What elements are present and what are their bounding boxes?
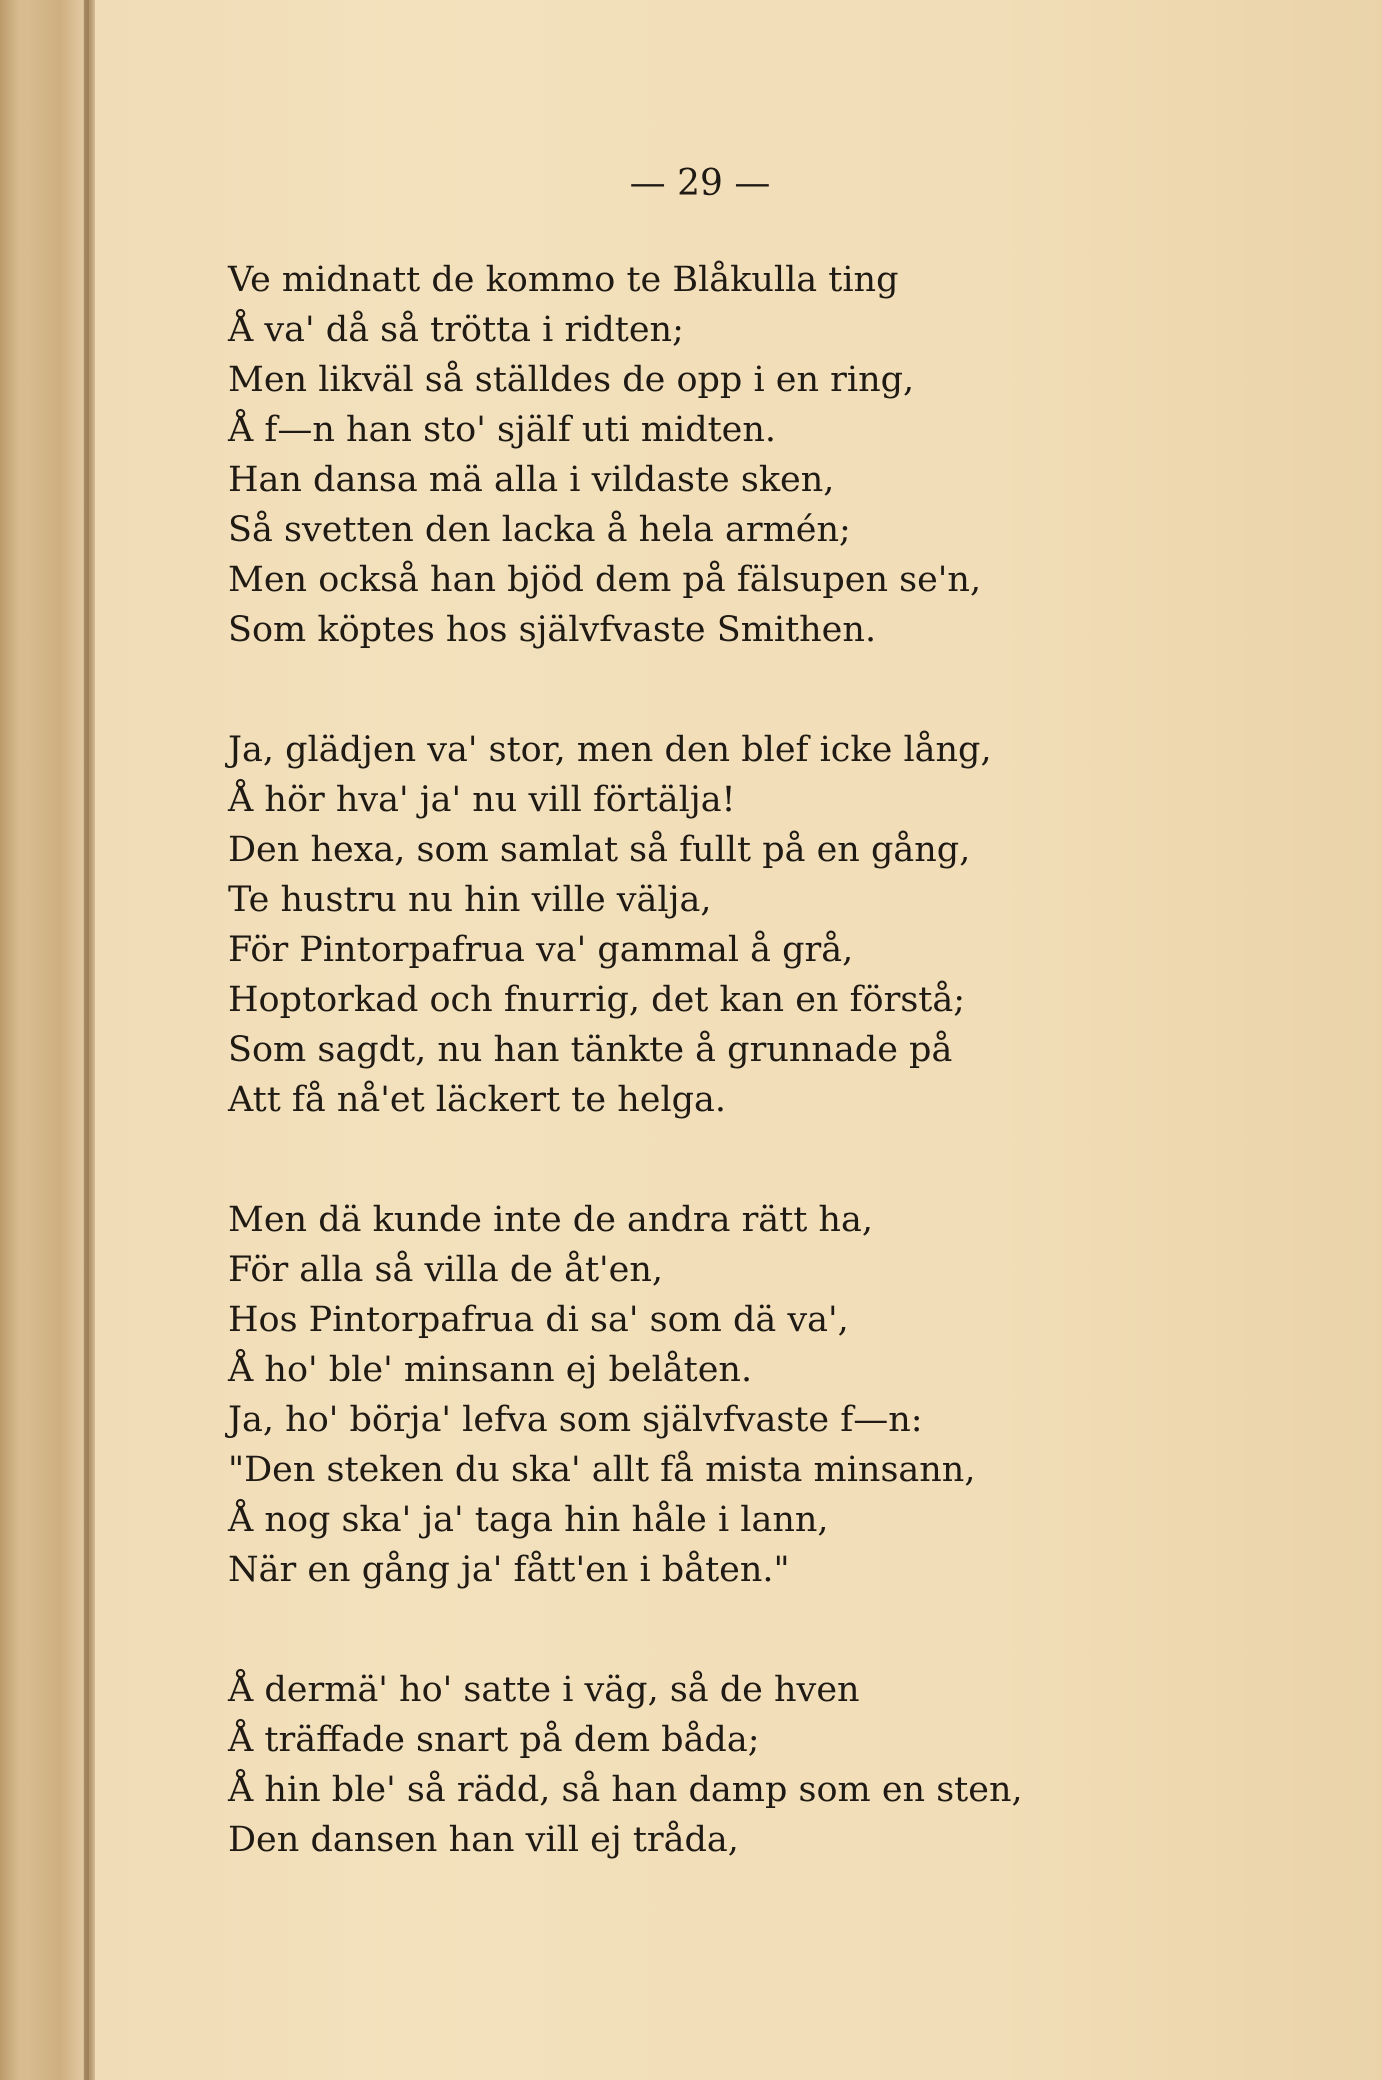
poem-line: Den hexa, som samlat så fullt på en gång,	[228, 830, 971, 870]
page-number: — 29 —	[629, 163, 771, 204]
poem-line: "Den steken du ska' allt få mista minsann,	[228, 1450, 976, 1490]
poem-line: När en gång ja' fått'en i båten."	[228, 1550, 790, 1590]
poem-line: Men dä kunde inte de andra rätt ha,	[228, 1200, 873, 1240]
stanza-3	[228, 1195, 1338, 1595]
book-spine-shadow	[0, 0, 95, 2080]
poem-line: Å hör hva' ja' nu vill förtälja!	[228, 780, 736, 820]
poem-line: Den dansen han vill ej tråda,	[228, 1820, 739, 1860]
poem-line: Att få nå'et läckert te helga.	[228, 1080, 727, 1120]
poem-line: För alla så villa de åt'en,	[228, 1250, 664, 1290]
poem-line: Hoptorkad och fnurrig, det kan en förstå;	[228, 980, 966, 1020]
poem-line: Ja, ho' börja' lefva som självfvaste f—n:	[228, 1400, 923, 1440]
poem-line: Ve midnatt de kommo te Blåkulla ting	[228, 260, 899, 300]
poem-line: Ja, glädjen va' stor, men den blef icke lång,	[228, 730, 992, 770]
poem-line: Å träffade snart på dem båda;	[228, 1720, 760, 1760]
poem-line: Å f—n han sto' själf uti midten.	[228, 410, 777, 450]
poem-line: Å hin ble' så rädd, så han damp som en sten,	[228, 1770, 1023, 1810]
poem-line: Å ho' ble' minsann ej belåten.	[228, 1350, 753, 1390]
poem-line: Så svetten den lacka å hela armén;	[228, 510, 851, 550]
poem-line: Han dansa mä alla i vildaste sken,	[228, 460, 835, 500]
stanza-4	[228, 1665, 1338, 1865]
poem-line: Men också han bjöd dem på fälsupen se'n,	[228, 560, 982, 600]
poem-line: Te hustru nu hin ville välja,	[228, 880, 712, 920]
poem-line: Å nog ska' ja' taga hin håle i lann,	[228, 1500, 829, 1540]
stanza-1	[228, 255, 1338, 655]
poem-line: Hos Pintorpafrua di sa' som dä va',	[228, 1300, 849, 1340]
poem-line: Å va' då så trötta i ridten;	[228, 310, 684, 350]
poem-line: För Pintorpafrua va' gammal å grå,	[228, 930, 854, 970]
poem-line: Som köptes hos självfvaste Smithen.	[228, 610, 877, 650]
poem-line: Som sagdt, nu han tänkte å grunnade på	[228, 1030, 953, 1070]
poem-text	[228, 255, 1338, 1935]
book-gutter-line	[84, 0, 89, 2080]
poem-line: Å dermä' ho' satte i väg, så de hven	[228, 1670, 860, 1710]
poem-line: Men likväl så ställdes de opp i en ring,	[228, 360, 915, 400]
stanza-2	[228, 725, 1338, 1125]
